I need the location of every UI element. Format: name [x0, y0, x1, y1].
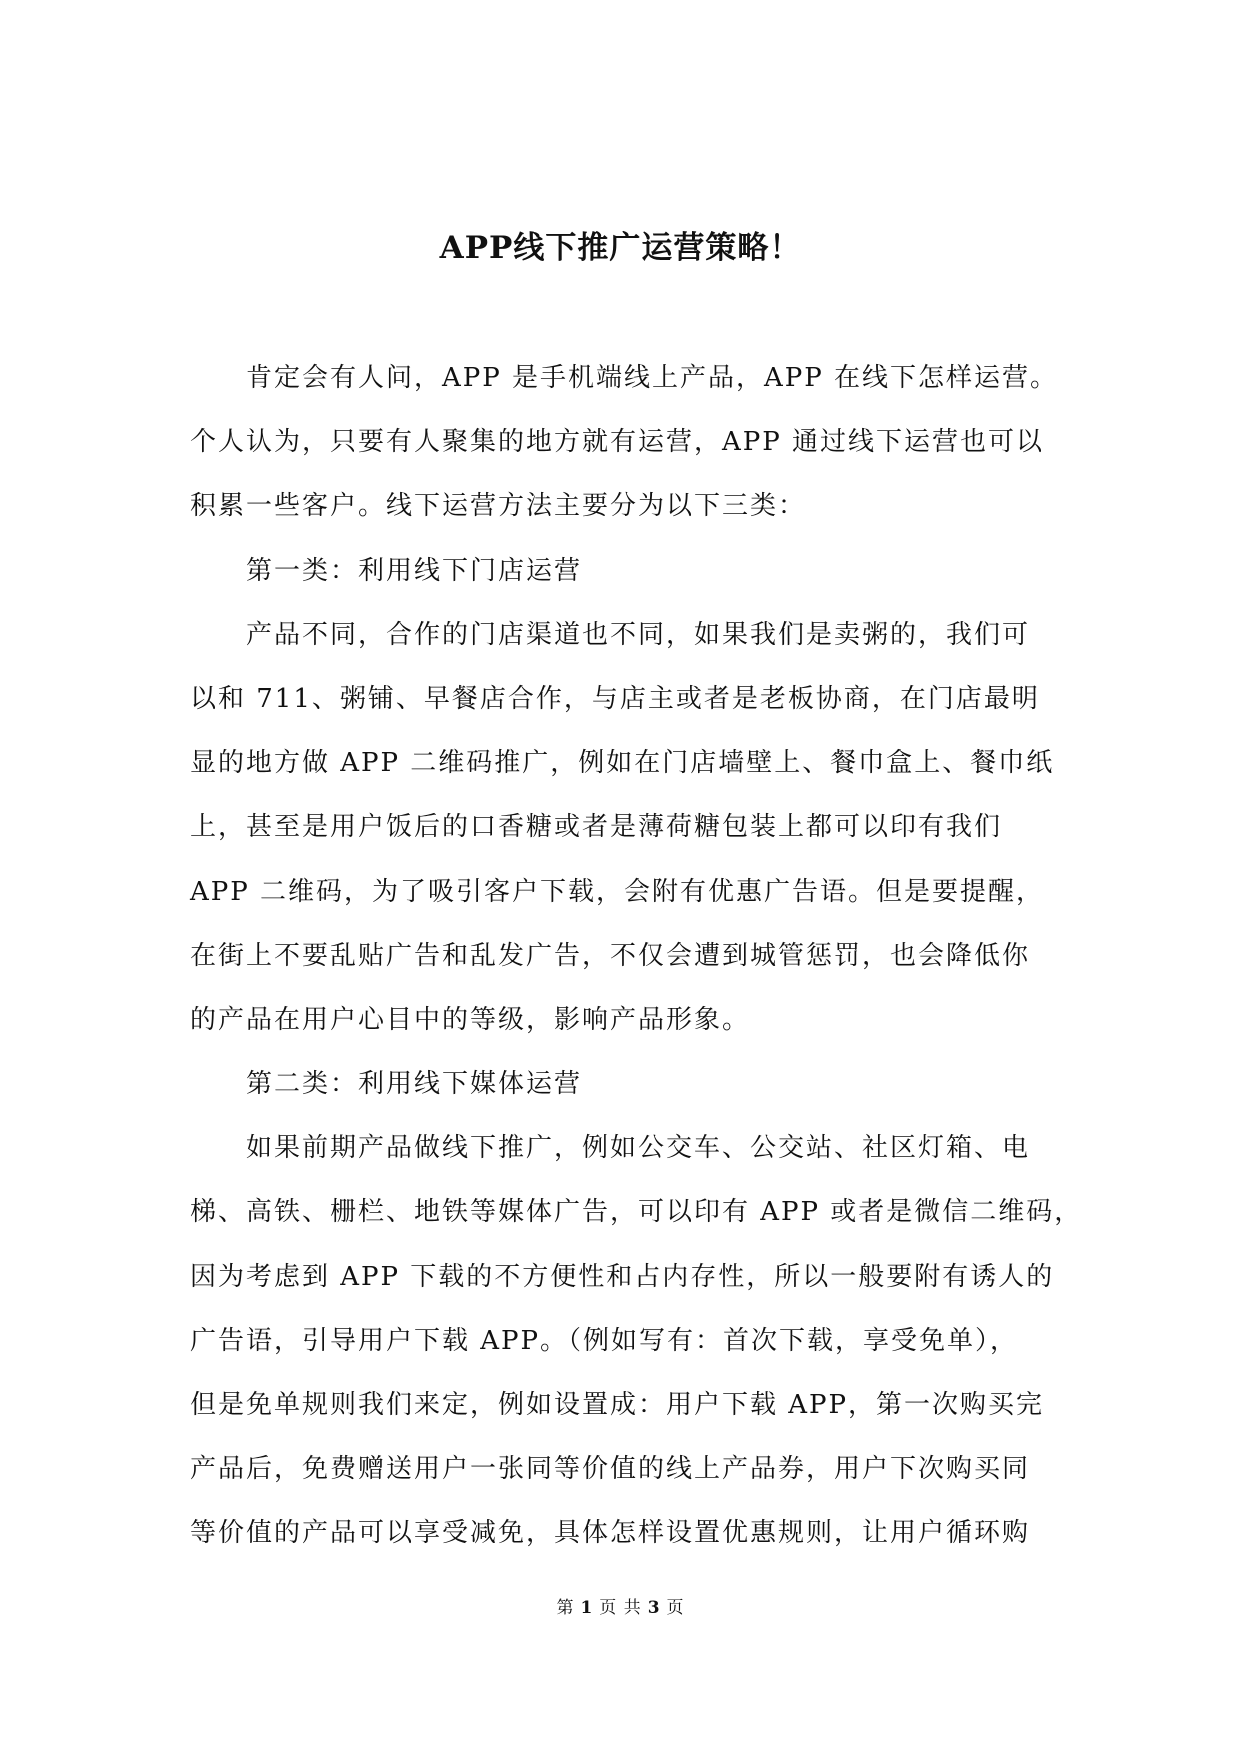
- text-line: 第一类：利用线下门店运营: [246, 555, 583, 586]
- footer-prefix: 第: [556, 1598, 575, 1618]
- text-line: 产品后，免费赠送用户一张同等价值的线上产品券，用户下次购买同: [190, 1454, 1031, 1485]
- text-line: 显的地方做 APP 二维码推广，例如在门店墙壁上、餐巾盒上、餐巾纸: [190, 748, 1055, 779]
- text-line: 上，甚至是用户饭后的口香糖或者是薄荷糖包装上都可以印有我们: [190, 812, 1003, 843]
- text-line: APP 二维码，为了吸引客户下载，会附有优惠广告语。但是要提醒，: [190, 876, 1045, 907]
- document-body: [190, 356, 1083, 1576]
- text-line: 但是免单规则我们来定，例如设置成：用户下载 APP，第一次购买完: [190, 1390, 1045, 1420]
- footer-current-page: 1: [580, 1598, 594, 1618]
- document-title: APP线下推广运营策略！: [439, 230, 802, 266]
- text-line: 以和 711、粥铺、早餐店合作，与店主或者是老板协商，在门店最明: [190, 683, 1040, 714]
- footer-suffix: 页: [666, 1598, 685, 1618]
- text-line: 的产品在用户心目中的等级，影响产品形象。: [190, 1004, 751, 1035]
- text-line: 产品不同，合作的门店渠道也不同，如果我们是卖粥的，我们可: [246, 619, 1031, 650]
- page-footer: [0, 1596, 1241, 1620]
- text-line: 肯定会有人问，APP 是手机端线上产品，APP 在线下怎样运营。: [246, 363, 1059, 393]
- text-line: 如果前期产品做线下推广，例如公交车、公交站、社区灯箱、电: [246, 1133, 1031, 1164]
- text-line: 第二类：利用线下媒体运营: [246, 1069, 583, 1100]
- text-line: 等价值的产品可以享受减免，具体怎样设置优惠规则，让用户循环购: [190, 1518, 1031, 1549]
- footer-total-pages: 3: [647, 1598, 661, 1618]
- text-line: 个人认为，只要有人聚集的地方就有运营，APP 通过线下运营也可以: [190, 427, 1045, 458]
- text-line: 广告语，引导用户下载 APP。（例如写有：首次下载，享受免单），: [190, 1325, 1019, 1356]
- text-line: 在街上不要乱贴广告和乱发广告，不仅会遭到城管惩罚，也会降低你: [190, 940, 1031, 971]
- text-line: 因为考虑到 APP 下载的不方便性和占内存性，所以一般要附有诱人的: [190, 1261, 1055, 1292]
- footer-mid: 页 共: [599, 1598, 642, 1618]
- text-line: 积累一些客户。线下运营方法主要分为以下三类：: [190, 491, 807, 522]
- text-line: 梯、高铁、栅栏、地铁等媒体广告，可以印有 APP 或者是微信二维码，: [190, 1197, 1083, 1228]
